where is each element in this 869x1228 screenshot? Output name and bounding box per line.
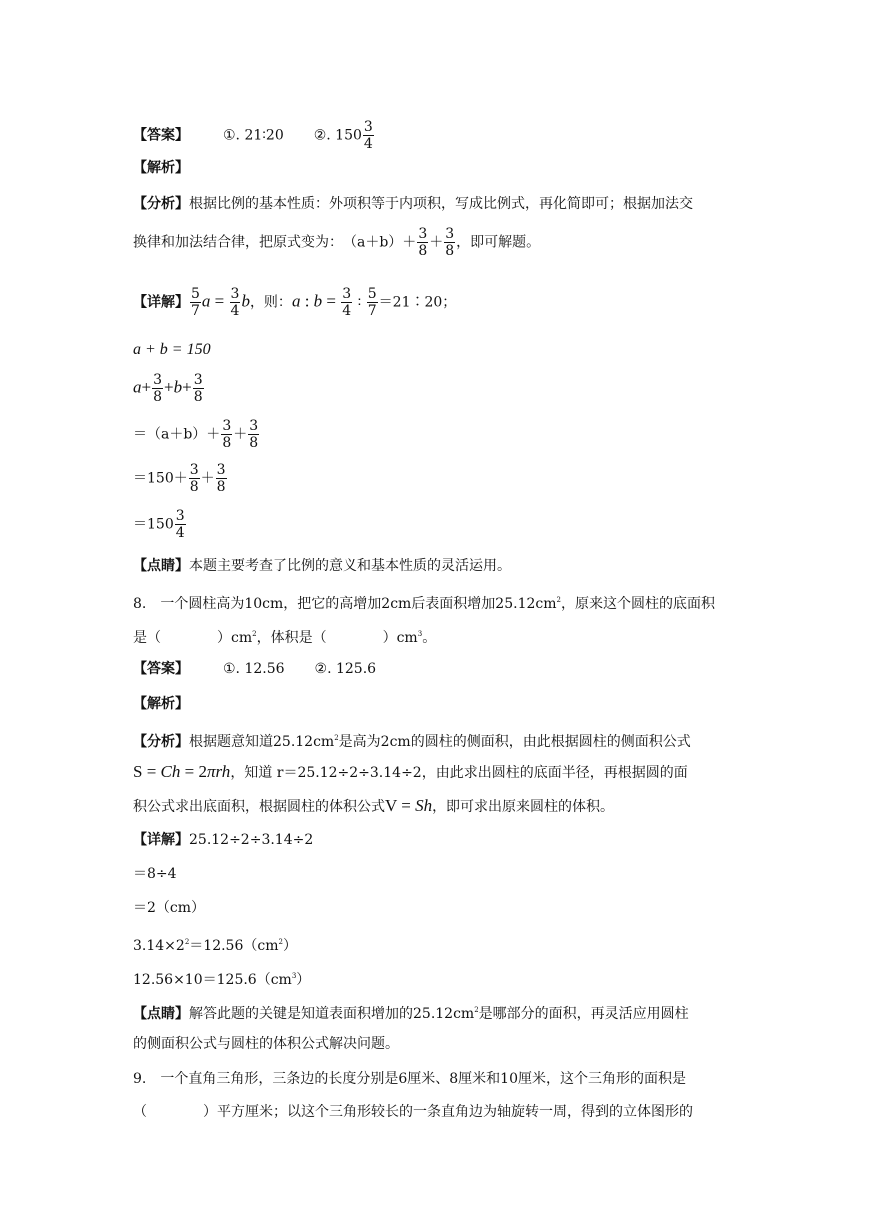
q7-step5: ＝150 $\frac{3}{4}$: [133, 508, 185, 541]
q8-question-line1: 8. 一个圆柱高为10cm，把它的高增加2cm后表面积增加$25.12cm^2$，原来这个圆柱的底面积: [133, 596, 715, 612]
q8-fenxi-line1: 【分析】根据题意知道$25.12cm^2$是高为2cm的圆柱的侧面积，由此根据圆柱的侧面积公式: [133, 734, 691, 750]
q8-question-line2: 是（ ）$cm^2$，体积是（ ）$cm^3$。: [133, 630, 437, 646]
fenxi-label: 【分析】: [133, 734, 189, 750]
fraction-5-7: $\frac{5}{7}$: [367, 286, 377, 319]
q7-dianjing: 【点睛】本题主要考查了比例的意义和基本性质的灵活运用。: [133, 558, 511, 574]
fraction-5-7: $\frac{5}{7}$: [191, 286, 200, 319]
lateral-area-formula: S = Ch = 2πrh: [133, 762, 231, 781]
q9-question-line2: （ ）平方厘米；以这个三角形较长的一条直角边为轴旋转一周，得到的立体图形的: [133, 1104, 693, 1120]
xiangjie-label: 【详解】: [133, 294, 189, 311]
answer-2: ②. 150: [313, 127, 362, 144]
fraction-3-8: $\frac{3}{8}$: [418, 226, 428, 259]
q7-fenxi-line1: 【分析】根据比例的基本性质：外项积等于内项积，写成比例式，再化简即可；根据加法交: [133, 196, 693, 212]
q7-answer-line: [133, 119, 375, 152]
q7-step2: a+ $\frac{3}{8}$ +b+ $\frac{3}{8}$: [133, 372, 203, 405]
q8-step5: $12.56\times 10=125.6(cm^3)$: [133, 972, 311, 988]
volume-formula: V = Sh: [385, 796, 433, 815]
answer-label: 【答案】: [133, 127, 189, 144]
q9-question-line1: 9. 一个直角三角形，三条边的长度分别是6厘米、8厘米和10厘米，这个三角形的面积是: [133, 1071, 686, 1087]
answer-label: 【答案】: [133, 661, 189, 677]
q7-step4: ＝150＋ $\frac{3}{8}$ ＋ $\frac{3}{8}$: [133, 462, 226, 495]
fraction-3-4: $\frac{3}{4}$: [342, 286, 352, 319]
q7-jiexi: 【解析】: [133, 160, 189, 176]
q7-fenxi-line2: 换律和加法结合律，把原式变为： （a＋b）＋ $\frac{3}{8}$ ＋ $\frac{3}{8}$ ，即可解题。: [133, 226, 541, 259]
q8-fenxi-line2: S = Ch = 2πrh，知道 r＝25.12÷2÷3.14÷2，由此求出圆柱的底面半径，再根据圆的面: [133, 762, 688, 781]
q7-step1: a + b = 150: [133, 341, 211, 358]
q8-answer-line: [133, 659, 376, 679]
answer-2: ②. 125.6: [314, 661, 377, 677]
q8-jiexi: 【解析】: [133, 696, 189, 712]
q8-step3: ＝2（cm）: [133, 900, 206, 916]
answer-2-fraction: $\frac{3}{4}$: [363, 119, 373, 152]
fraction-3-4: $\frac{3}{4}$: [230, 286, 240, 319]
q8-step2: ＝8÷4: [133, 866, 177, 882]
q8-fenxi-line3: 积公式求出底面积，根据圆柱的体积公式V = Sh，即可求出原来圆柱的体积。: [133, 796, 615, 815]
answer-1: ①. 12.56: [223, 661, 285, 677]
q8-dianjing-line2: 的侧面积公式与圆柱的体积公式解决问题。: [133, 1036, 399, 1052]
fraction-3-8: $\frac{3}{8}$: [445, 226, 455, 259]
answer-1: ①. 21∶20: [223, 127, 284, 144]
q8-xiangjie-line: 【详解】25.12÷2÷3.14÷2: [133, 832, 314, 848]
q8-dianjing-line1: 【点睛】解答此题的关键是知道表面积增加的$25.12cm^2$是哪部分的面积，再灵活应用圆柱: [133, 1006, 689, 1022]
q8-step4: $3.14\times 2^2=12.56(cm^2)$: [133, 938, 297, 954]
xiangjie-label: 【详解】: [133, 832, 189, 848]
fenxi-label: 【分析】: [133, 196, 189, 212]
q7-step3: ＝（a＋b）＋ $\frac{3}{8}$ ＋ $\frac{3}{8}$: [133, 418, 259, 451]
dianjing-label: 【点睛】: [133, 1006, 189, 1022]
q7-xiangjie-line: 【详解】 $\frac{5}{7}$ a = $\frac{3}{4}$ b，则：a : b = $\frac{3}{4}$ ∶ $\frac{5}{7}$ ＝21∶20；: [133, 286, 457, 319]
dianjing-label: 【点睛】: [133, 558, 189, 574]
